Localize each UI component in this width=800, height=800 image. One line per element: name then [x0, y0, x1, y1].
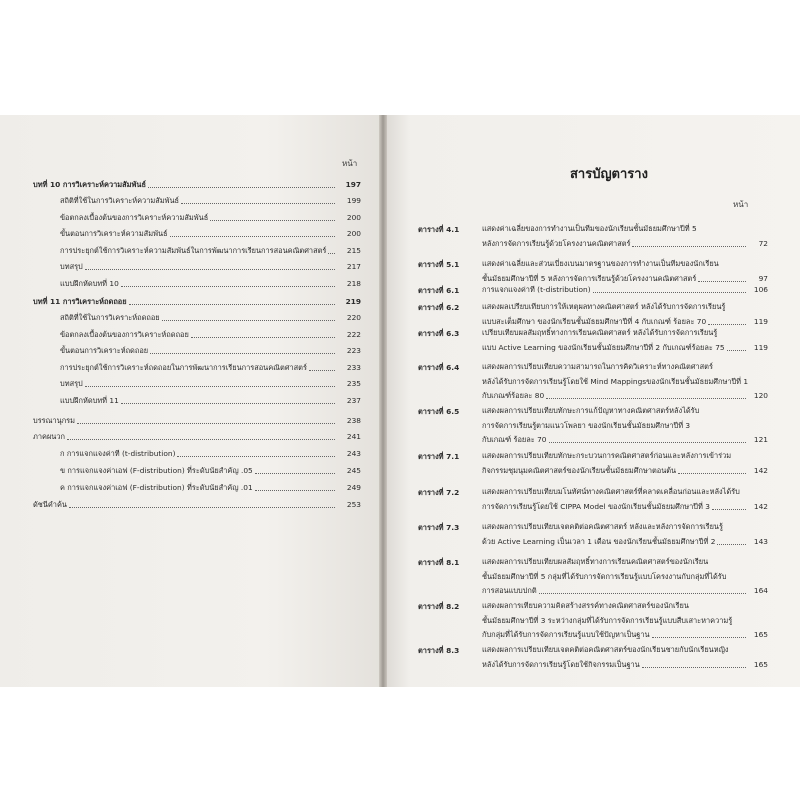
list-of-tables-title: สารบัญตาราง: [570, 167, 648, 182]
table-entry-page: 143: [753, 536, 768, 546]
table-entry-page: 165: [753, 659, 768, 669]
table-entry-page: 106: [753, 285, 768, 294]
table-entry-text: แสดงผลการเปรียบเทียบมโนทัศน์ทางคณิตศาสตร์ที่คลาดเคลื่อนก่อนและหลังได้รับ: [482, 487, 740, 496]
back-matter-entry-page: 238: [346, 416, 361, 425]
table-entry-text: แบบ Active Learning ของนักเรียนชั้นมัธยมศึกษาปีที่ 2 กับเกณฑ์ร้อยละ 75: [482, 342, 725, 352]
table-entry-text: แสดงผลการเปรียบเทียบทักษะกระบวนการคณิตศาสตร์ก่อนและหลังการเข้าร่วม: [482, 451, 732, 460]
toc-leader: [539, 593, 746, 594]
toc-leader: [678, 473, 746, 474]
back-matter-entry-page: 245: [346, 466, 361, 475]
table-entry-label: ตารางที่ 6.2: [418, 303, 460, 312]
table-entry-page: 97: [758, 273, 768, 283]
table-entry-label: ตารางที่ 6.4: [418, 363, 460, 372]
table-entry-text: แสดงผลการเทียบความคิดสร้างสรรค์ทางคณิตศาสตร์ของนักเรียน: [482, 601, 689, 610]
toc-entry: การประยุกต์ใช้การวิเคราะห์ความสัมพันธ์ในการพัฒนาการเรียนการสอนคณิตศาสตร์: [60, 246, 327, 255]
table-entry-page: 119: [753, 316, 768, 326]
table-entry-label: ตารางที่ 7.2: [418, 488, 460, 497]
toc-leader: [121, 286, 335, 287]
toc-leader: [191, 337, 335, 338]
back-matter-entry-page: 241: [346, 432, 361, 441]
toc-entry: ขั้นตอนการวิเคราะห์ถดถอย: [60, 346, 149, 355]
table-entry-text: กิจกรรมชุมนุมคณิตศาสตร์ของนักเรียนชั้นมัธยมศึกษาตอนต้น: [482, 465, 677, 475]
toc-leader: [121, 403, 335, 404]
toc-entry: ข้อตกลงเบื้องต้นของการวิเคราะห์ถดถอย: [60, 330, 189, 339]
toc-leader: [150, 353, 335, 354]
table-entry-page: 121: [753, 435, 768, 444]
table-entry-text: แสดงผลการเปรียบเทียบเจตคติต่อคณิตศาสตร์ของนักเรียนชายกับนักเรียนหญิง: [482, 645, 729, 654]
table-entry-page: 120: [753, 391, 768, 400]
toc-leader: [77, 423, 335, 424]
toc-leader: [177, 456, 335, 457]
toc-entry: แบบฝึกหัดบทที่ 11: [60, 396, 119, 405]
right-page-header-label: หน้า: [733, 200, 749, 209]
table-entry-page: 165: [753, 630, 768, 639]
toc-leader: [210, 220, 335, 221]
table-entry-text: การแจกแจงค่าที (t-distribution): [482, 285, 591, 294]
toc-entry-page: 237: [346, 396, 361, 405]
table-entry-text: กับกลุ่มที่ได้รับการจัดการเรียนรู้แบบใช้ปัญหาเป็นฐาน: [482, 630, 650, 639]
chapter-10-title-page: 197: [345, 180, 361, 189]
toc-leader: [632, 246, 746, 247]
table-entry-text: แสดงผลการเปรียบเทียบทักษะการแก้ปัญหาทางคณิตศาสตร์หลังได้รับ: [482, 406, 700, 415]
table-entry-page: 142: [753, 501, 768, 511]
toc-leader: [546, 398, 746, 399]
back-matter-entry: บรรณานุกรม: [33, 416, 76, 425]
toc-leader: [255, 490, 335, 491]
table-entry-text: แบบสะเต็มศึกษา ของนักเรียนชั้นมัธยมศึกษาปีที่ 4 กับเกณฑ์ ร้อยละ 70: [482, 316, 707, 326]
table-entry-text: แสดงค่าเฉลี่ยและส่วนเบี่ยงเบนมาตรฐานของการทำงานเป็นทีมของนักเรียน: [482, 259, 719, 268]
table-entry-label: ตารางที่ 8.3: [418, 646, 460, 655]
back-matter-entry-page: 249: [346, 483, 361, 492]
toc-entry: สถิติที่ใช้ในการวิเคราะห์ความสัมพันธ์: [60, 196, 180, 205]
chapter-10-title: บทที่ 10 การวิเคราะห์ความสัมพันธ์: [33, 180, 146, 189]
toc-leader: [652, 637, 746, 638]
back-matter-entry: ก การแจกแจงค่าที (t-distribution): [60, 449, 176, 458]
chapter-11-title: บทที่ 11 การวิเคราะห์ถดถอย: [33, 297, 127, 306]
toc-entry: ข้อตกลงเบื้องต้นของการวิเคราะห์ความสัมพันธ์: [60, 213, 209, 222]
table-entry-text: กับเกณฑ์ร้อยละ 80: [482, 391, 545, 400]
back-matter-entry: ข การแจกแจงค่าเอฟ (F-distribution) ที่ระดับนัยสำคัญ .05: [60, 466, 253, 475]
table-entry-text: ชั้นมัธยมศึกษาปีที่ 3 ระหว่างกลุ่มที่ได้รับการจัดการเรียนรู้แบบสืบเสาะหาความรู้: [482, 615, 733, 625]
table-entry-label: ตารางที่ 7.3: [418, 523, 460, 532]
toc-entry-page: 199: [346, 196, 361, 205]
toc-leader: [129, 304, 335, 305]
toc-entry: การประยุกต์ใช้การวิเคราะห์ถดถอยในการพัฒนาการเรียนการสอนคณิตศาสตร์: [60, 363, 307, 372]
toc-leader: [255, 473, 335, 474]
toc-entry-page: 223: [346, 346, 361, 355]
toc-entry-page: 218: [346, 279, 361, 288]
toc-leader: [162, 320, 335, 321]
table-entry-label: ตารางที่ 8.2: [418, 602, 460, 611]
toc-entry-page: 217: [346, 262, 361, 271]
table-entry-text: แสดงผลการเปรียบเทียบความสามารถในการคิดวิเคราะห์ทางคณิตศาสตร์: [482, 362, 713, 371]
table-entry-label: ตารางที่ 5.1: [418, 260, 460, 269]
toc-entry-page: 200: [346, 229, 361, 238]
toc-leader: [642, 667, 746, 668]
table-entry-text: หลังได้รับการจัดการเรียนรู้โดยใช้ Mind Mappingsของนักเรียนชั้นมัธยมศึกษาปีที่ 1: [482, 376, 749, 386]
back-matter-entry-page: 243: [346, 449, 361, 458]
table-entry-text: การสอนแบบปกติ: [482, 586, 537, 595]
toc-leader: [181, 203, 335, 204]
table-entry-page: 119: [753, 342, 768, 352]
toc-leader: [549, 442, 747, 443]
book-gutter: [379, 115, 387, 687]
toc-entry: แบบฝึกหัดบทที่ 10: [60, 279, 119, 288]
table-entry-label: ตารางที่ 4.1: [418, 225, 460, 234]
toc-leader: [148, 187, 335, 188]
toc-entry: ขั้นตอนการวิเคราะห์ความสัมพันธ์: [60, 229, 168, 238]
toc-entry: สถิติที่ใช้ในการวิเคราะห์ถดถอย: [60, 313, 160, 322]
back-matter-entry: ภาคผนวก: [33, 432, 65, 441]
toc-leader: [69, 507, 335, 508]
table-entry-text: กับเกณฑ์ ร้อยละ 70: [482, 435, 547, 444]
table-entry-text: ชั้นมัธยมศึกษาปีที่ 5 กลุ่มที่ได้รับการจัดการเรียนรู้แบบโครงงานกับกลุ่มที่ได้รับ: [482, 571, 727, 581]
toc-leader: [85, 269, 335, 270]
toc-entry-page: 235: [346, 379, 361, 388]
toc-leader: [67, 439, 335, 440]
toc-entry-page: 222: [346, 330, 361, 339]
table-entry-text: เปรียบเทียบผลสัมฤทธิ์ทางการเรียนคณิตศาสตร์ หลังได้รับการจัดการเรียนรู้: [482, 328, 718, 337]
table-entry-text: หลังได้รับการจัดการเรียนรู้โดยใช้กิจกรรมเป็นฐาน: [482, 659, 640, 669]
table-entry-text: แสดงผลเปรียบเทียบการให้เหตุผลทางคณิตศาสตร์ หลังได้รับการจัดการเรียนรู้: [482, 302, 726, 311]
table-entry-label: ตารางที่ 8.1: [418, 558, 460, 567]
back-matter-entry-page: 253: [346, 500, 361, 509]
table-entry-label: ตารางที่ 7.1: [418, 452, 460, 461]
back-matter-entry: ค การแจกแจงค่าเอฟ (F-distribution) ที่ระดับนัยสำคัญ .01: [60, 483, 253, 492]
toc-entry: บทสรุป: [60, 262, 83, 271]
table-entry-label: ตารางที่ 6.1: [418, 286, 460, 295]
table-entry-text: แสดงผลการเปรียบเทียบเจตคติต่อคณิตศาสตร์ หลังและหลังการจัดการเรียนรู้: [482, 522, 723, 531]
table-entry-label: ตารางที่ 6.5: [418, 407, 460, 416]
toc-leader: [593, 292, 746, 293]
back-matter-entry: ดัชนีคำค้น: [33, 500, 67, 509]
table-entry-text: แสดงผลการเปรียบเทียบผลสัมฤทธิ์ทางการเรียนคณิตศาสตร์ของนักเรียน: [482, 557, 709, 566]
table-entry-text: หลังการจัดการเรียนรู้ด้วยโครงงานคณิตศาสตร์: [482, 238, 631, 248]
table-entry-page: 142: [753, 465, 768, 475]
toc-entry-page: 233: [346, 363, 361, 372]
left-page: [0, 115, 381, 687]
table-entry-text: แสดงค่าเฉลี่ยของการทำงานเป็นทีมของนักเรียนชั้นมัธยมศึกษาปีที่ 5: [482, 224, 697, 233]
toc-entry-page: 200: [346, 213, 361, 222]
toc-entry: บทสรุป: [60, 379, 83, 388]
table-entry-page: 164: [753, 586, 768, 595]
table-entry-text: การจัดการเรียนรู้โดยใช้ CIPPA Model ของนักเรียนชั้นมัธยมศึกษาปีที่ 3: [482, 501, 710, 511]
table-entry-text: ด้วย Active Learning เป็นเวลา 1 เดือน ของนักเรียนชั้นมัธยมศึกษาปีที่ 2: [482, 536, 716, 546]
table-entry-page: 72: [758, 238, 768, 248]
table-entry-label: ตารางที่ 6.3: [418, 329, 460, 338]
left-page-header-label: หน้า: [342, 159, 358, 168]
table-entry-text: ชั้นมัธยมศึกษาปีที่ 5 หลังการจัดการเรียนรู้ด้วยโครงงานคณิตศาสตร์: [482, 273, 697, 283]
toc-leader: [170, 236, 335, 237]
toc-leader: [85, 386, 335, 387]
toc-entry-page: 215: [346, 246, 361, 255]
table-entry-text: การจัดการเรียนรู้ตามแนวโพลยา ของนักเรียนชั้นมัธยมศึกษาปีที่ 3: [482, 420, 691, 430]
toc-entry-page: 220: [346, 313, 361, 322]
chapter-11-title-page: 219: [345, 297, 361, 306]
